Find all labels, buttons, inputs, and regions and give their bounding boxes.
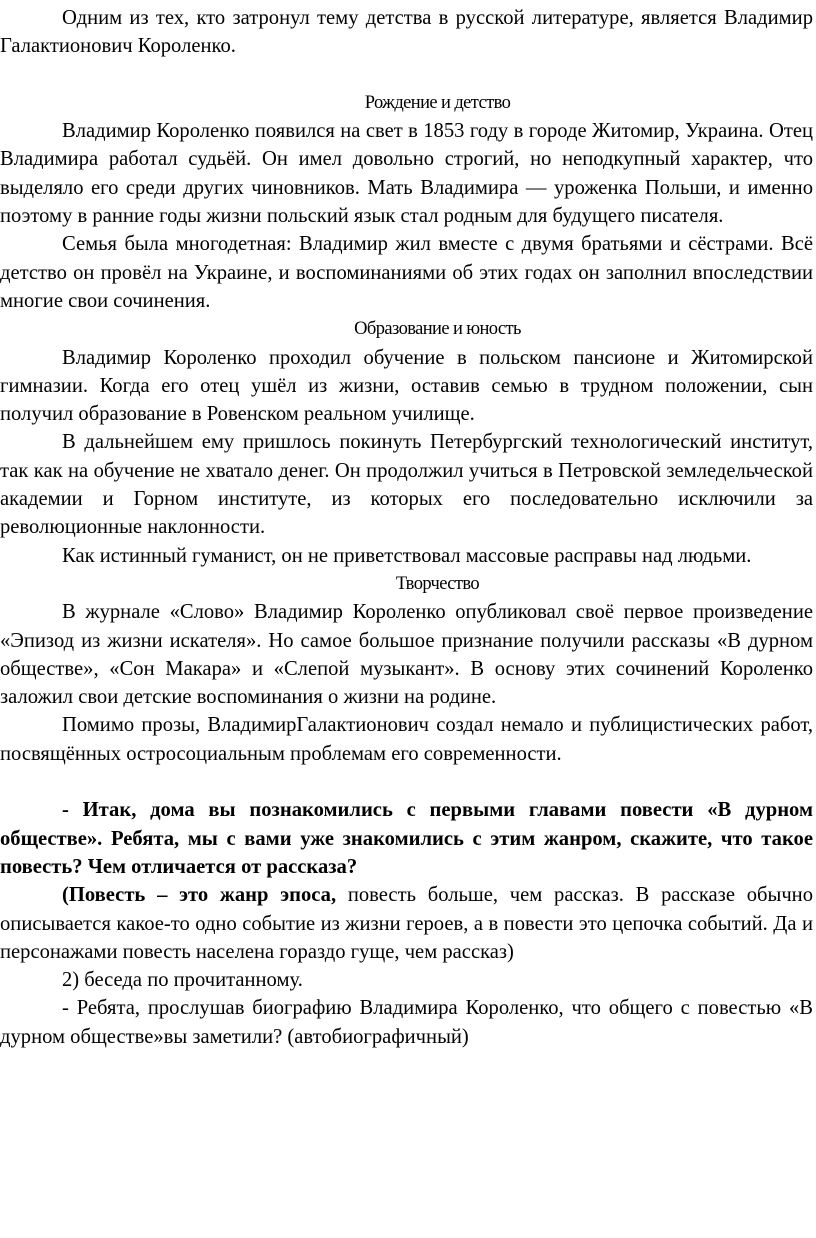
step-two: 2) беседа по прочитанному. <box>62 969 303 992</box>
blank-line <box>0 61 813 89</box>
intro-paragraph: Одним из тех, кто затронул тему детства в русской литературе, является Владимир Галактионович Короленко. <box>0 7 813 58</box>
section-heading-birth: Рождение и детство <box>364 92 511 113</box>
answer-paragraph <box>0 881 813 966</box>
paragraph-creativity-1: В журнале «Слово» Владимир Короленко опубликовал своё первое произведение «Эпизод из жизни искателя». Но самое большое признание получили рассказы «В дурном обществе», «Сон Макара» и «Слепой музыкант». В основу этих сочинений Короленко заложил свои детские воспоминания о жизни на родине. <box>0 601 813 709</box>
paragraph-creativity-2: Помимо прозы, ВладимирГалактионович создал немало и публицистических работ, посвящённых остросоциальным проблемам его современности. <box>0 714 813 765</box>
final-question: - Ребята, прослушав биографию Владимира Короленко, что общего с повестью «В дурном обществе»вы заметили? (автобиографичный) <box>0 997 813 1048</box>
answer-bold-lead: (Повесть – это жанр эпоса, <box>62 884 337 907</box>
paragraph-education-2: В дальнейшем ему пришлось покинуть Петербургский технологический институт, так как на обучение не хватало денег. Он продолжил учиться в Петровской земледельческой академии и Горном институте, из которых его последовательно исключили за революционные наклонности. <box>0 431 813 539</box>
answer-rest: повесть больше, чем рассказ. В рассказе обычно описывается какое-то одно событие из жизни героев, а в повести это цепочка событий. Да и персонажами повесть населена гораздо гуще, чем рассказ) <box>0 884 813 963</box>
section-heading-creativity: Творчество <box>395 573 480 594</box>
paragraph-birth-2: Семья была многодетная: Владимир жил вместе с двумя братьями и сёстрами. Всё детство он провёл на Украине, и воспоминаниями об этих годах он заполнил впоследствии многие свои сочинения. <box>0 233 813 312</box>
document-page <box>0 4 813 1051</box>
section-heading-education: Образование и юность <box>354 319 521 340</box>
paragraph-birth-1: Владимир Короленко появился на свет в 1853 году в городе Житомир, Украина. Отец Владимира работал судьёй. Он имел довольно строгий, но неподкупный характер, что выделяло его среди других чиновников. Мать Владимира — уроженка Польши, и именно поэтому в ранние годы жизни польский язык стал родным для будущего писателя. <box>0 120 813 228</box>
paragraph-education-3: Как истинный гуманист, он не приветствовал массовые расправы над людьми. <box>62 544 752 567</box>
paragraph-education-1: Владимир Короленко проходил обучение в польском пансионе и Житомирской гимназии. Когда его отец ушёл из жизни, оставив семью в трудном положении, сын получил образование в Ровенском реальном училище. <box>0 346 813 426</box>
blank-line <box>0 768 813 796</box>
teacher-question: - Итак, дома вы познакомились с первыми главами повести «В дурном обществе». Ребята, мы с вами уже знакомились с этим жанром, скажите, что такое повесть? Чем отличается от рассказа? <box>0 799 813 878</box>
